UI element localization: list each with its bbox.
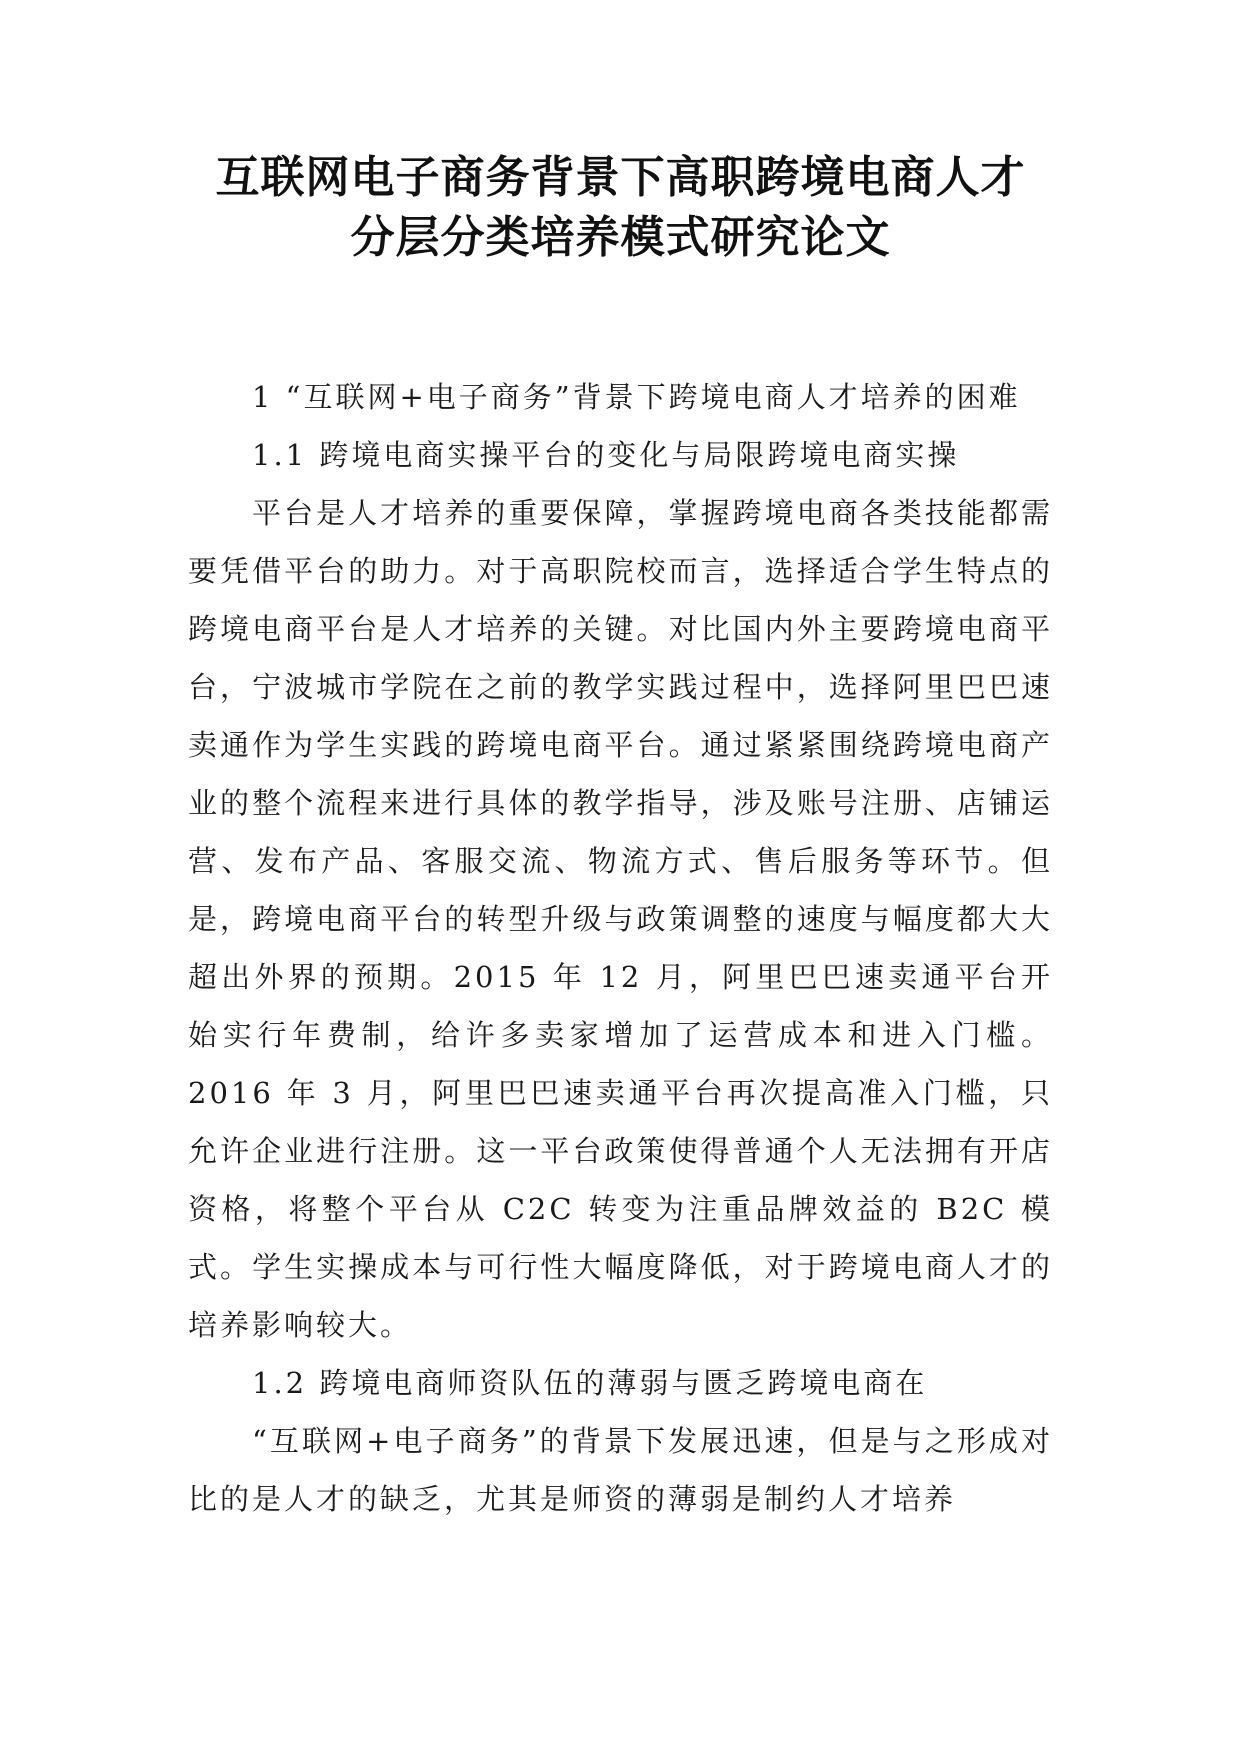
section-heading-1-2: 1.2 跨境电商师资队伍的薄弱与匮乏跨境电商在 [252, 1366, 928, 1400]
section-heading-1: 1 “互联网+电子商务”背景下跨境电商人才培养的困难 [252, 380, 1021, 414]
document-title [188, 148, 1053, 268]
section-heading-1-1: 1.1 跨境电商实操平台的变化与局限跨境电商实操 [252, 438, 960, 472]
title-line-2: 分层分类培养模式研究论文 [350, 212, 891, 263]
body-paragraph-1: 平台是人才培养的重要保障，掌握跨境电商各类技能都需要凭借平台的助力。对于高职院校而言，选择适合学生特点的跨境电商平台是人才培养的关键。对比国内外主要跨境电商平台，宁波城市学院在之前的教学实践过程中，选择阿里巴巴速卖通作为学生实践的跨境电商平台。通过紧紧围绕跨境电商产业的整个流程来进行具体的教学指导，涉及账号注册、店铺运营、发布产品、客服交流、物流方式、售后服务等环节。但是，跨境电商平台的转型升级与政策调整的速度与幅度都大大超出外界的预期。2015 年 12 月，阿里巴巴速卖通平台开始实行年费制，给许多卖家增加了运营成本和进入门槛。2016 年 3 月，阿里巴巴速卖通平台再次提高准入门槛，只允许企业进行注册。这一平台政策使得普通个人无法拥有开店资格，将整个平台从 C2C 转变为注重品牌效益的 B2C 模式。学生实操成本与可行性大幅度降低，对于跨境电商人才的培养影响较大。 [188, 496, 1053, 1342]
title-line-1: 互联网电子商务背景下高职跨境电商人才 [215, 152, 1026, 203]
document-body [188, 368, 1053, 1528]
body-paragraph-2: “互联网+电子商务”的背景下发展迅速，但是与之形成对比的是人才的缺乏，尤其是师资的薄弱是制约人才培养 [188, 1424, 1053, 1516]
